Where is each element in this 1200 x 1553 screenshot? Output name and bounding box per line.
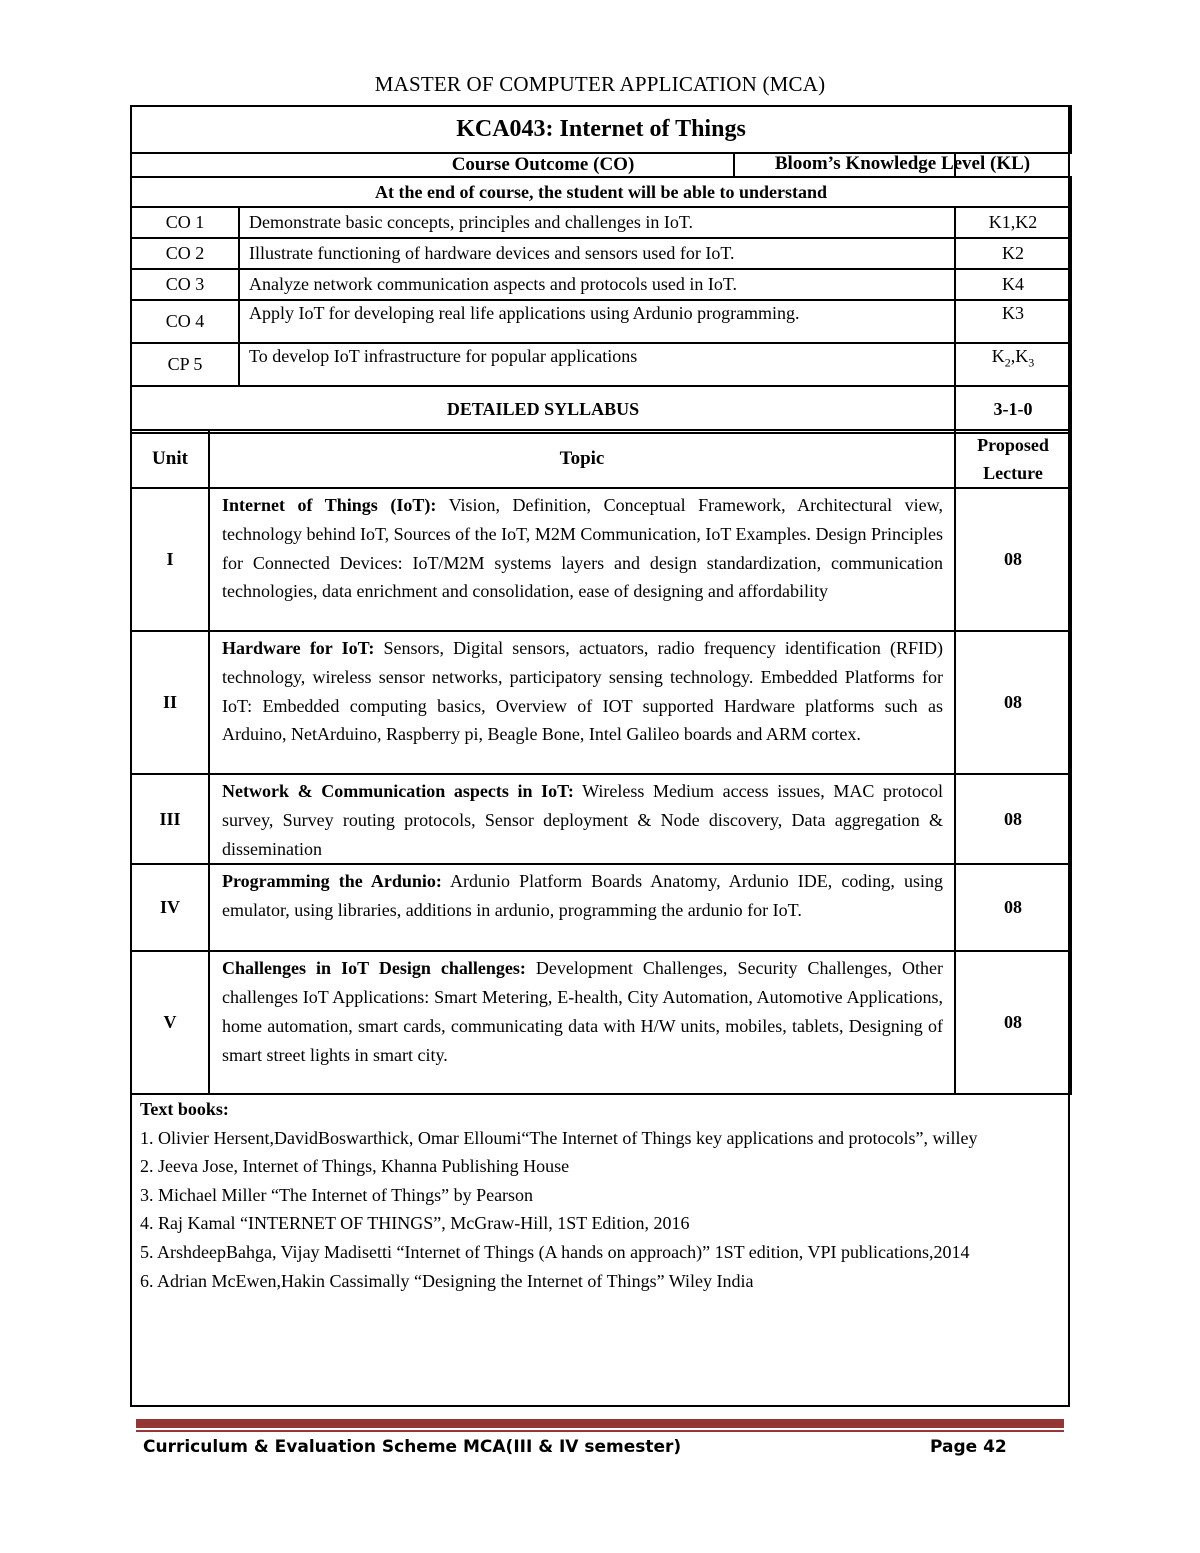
- page-number: Page 42: [930, 1437, 1007, 1457]
- co-knowledge-level: K2: [955, 238, 1071, 269]
- outcome-row: [131, 238, 1071, 269]
- co-description: Illustrate functioning of hardware devices and sensors used for IoT.: [239, 238, 955, 269]
- co-description: Analyze network communication aspects and protocols used in IoT.: [239, 269, 955, 300]
- co-description: Demonstrate basic concepts, principles and challenges in IoT.: [239, 207, 955, 238]
- kl-column-header: Bloom’s Knowledge Level (KL): [733, 152, 1070, 176]
- co-knowledge-level: K3: [955, 300, 1071, 343]
- unit-lectures: 08: [955, 951, 1071, 1094]
- co-column-header: Course Outcome (CO): [131, 153, 955, 177]
- topic-column-header: Topic: [209, 430, 955, 488]
- co-knowledge-level: [955, 343, 1071, 386]
- syllabus-ltp: 3-1-0: [955, 386, 1071, 433]
- unit-topic: [209, 864, 955, 951]
- syllabus-title: DETAILED SYLLABUS: [131, 386, 955, 433]
- unit-number: I: [131, 488, 209, 631]
- outcome-row: [131, 269, 1071, 300]
- unit-text: Ardunio Platform Boards Anatomy, Ardunio IDE, coding, using emulator, using libraries, additions in ardunio, programming the ardunio for IoT.: [222, 871, 943, 920]
- syllabus-table: [130, 429, 1072, 1095]
- unit-lectures: 08: [955, 774, 1071, 864]
- syllabus-unit-row: [131, 488, 1071, 631]
- lecture-header-line1: Proposed: [977, 435, 1049, 455]
- outcome-intro: At the end of course, the student will be able to understand: [131, 177, 1071, 207]
- unit-column-header: Unit: [131, 430, 209, 488]
- co-id: CO 4: [131, 300, 239, 343]
- lecture-column-header: [955, 430, 1071, 488]
- unit-lectures: 08: [955, 631, 1071, 774]
- outcome-row: [131, 343, 1071, 386]
- syllabus-unit-row: [131, 864, 1071, 951]
- syllabus-unit-row: [131, 631, 1071, 774]
- unit-lectures: 08: [955, 488, 1071, 631]
- unit-number: III: [131, 774, 209, 864]
- kl-sep: ,K: [1010, 346, 1029, 366]
- unit-text: Wireless Medium access issues, MAC protocol survey, Survey routing protocols, Sensor deployment & Node discovery, Data aggregation & dissemination: [222, 781, 944, 859]
- co-description: Apply IoT for developing real life applications using Ardunio programming.: [239, 300, 955, 343]
- co-id: CO 1: [131, 207, 239, 238]
- unit-text: Development Challenges, Security Challenges, Other challenges IoT Applications: Smart Metering, E-health, City Automation, Automotive Applications, home automation, smart cards, communicating data with H/W units, mobiles, tablets, Designing of smart street lights in smart city.: [222, 958, 943, 1065]
- co-knowledge-level: K1,K2: [955, 207, 1071, 238]
- syllabus-header-row: [131, 386, 1071, 433]
- syllabus-unit-row: [131, 951, 1071, 1094]
- outcome-row: [131, 207, 1071, 238]
- unit-heading: Challenges in IoT Design challenges:: [222, 958, 526, 979]
- unit-heading: Internet of Things (IoT):: [222, 495, 437, 515]
- textbooks-heading: Text books:: [140, 1099, 229, 1119]
- document-header: MASTER OF COMPUTER APPLICATION (MCA): [374, 72, 826, 96]
- outcome-row: [131, 300, 1071, 343]
- co-knowledge-level: K4: [955, 269, 1071, 300]
- unit-lectures: 08: [955, 864, 1071, 951]
- footer-caption: Curriculum & Evaluation Scheme MCA(III & IV semester): [143, 1437, 682, 1457]
- syllabus-column-header-row: [131, 430, 1071, 488]
- textbook-item: 4. Raj Kamal “INTERNET OF THINGS”, McGraw-Hill, 1ST Edition, 2016: [140, 1213, 690, 1234]
- unit-topic: [209, 488, 955, 631]
- kl-k: K: [991, 346, 1005, 366]
- kl-sub: 3: [1028, 355, 1035, 370]
- textbook-item: 5. ArshdeepBahga, Vijay Madisetti “Internet of Things (A hands on approach)” 1ST edition, VPI publications,2014: [140, 1241, 970, 1262]
- textbook-item: 6. Adrian McEwen,Hakin Cassimally “Designing the Internet of Things” Wiley India: [140, 1270, 754, 1291]
- footer-rule: [136, 1419, 1064, 1428]
- unit-number: IV: [131, 864, 209, 951]
- co-id: CO 2: [131, 238, 239, 269]
- textbooks-section: [140, 1095, 1010, 1295]
- unit-heading: Hardware for IoT:: [222, 638, 375, 658]
- textbook-item: 2. Jeeva Jose, Internet of Things, Khanna Publishing House: [140, 1156, 570, 1177]
- footer-rule-thin: [136, 1430, 1064, 1432]
- co-id: CP 5: [131, 343, 239, 386]
- unit-heading: Network & Communication aspects in IoT:: [222, 781, 574, 801]
- unit-heading: Programming the Ardunio:: [222, 871, 442, 892]
- syllabus-unit-row: [131, 774, 1071, 864]
- unit-topic: [209, 631, 955, 774]
- unit-text: Vision, Definition, Conceptual Framework, Architectural view, technology behind IoT, Sources of the IoT, M2M Communication, IoT Examples. Design Principles for Connected Devices: IoT/M2M systems layers and design standardization, communication technologies, data enrichment and consolidation, ease of designing and affordability: [222, 495, 943, 602]
- course-title: KCA043: Internet of Things: [131, 106, 1071, 153]
- unit-number: V: [131, 951, 209, 1094]
- co-id: CO 3: [131, 269, 239, 300]
- co-description: To develop IoT infrastructure for popular applications: [239, 343, 955, 386]
- kl-sub: 2: [1004, 355, 1011, 370]
- unit-topic: [209, 774, 955, 864]
- lecture-header-line2: Lecture: [983, 463, 1043, 483]
- unit-topic: [209, 951, 955, 1094]
- textbook-item: 3. Michael Miller “The Internet of Things” by Pearson: [140, 1184, 534, 1205]
- unit-text: Sensors, Digital sensors, actuators, radio frequency identification (RFID) technology, wireless sensor networks, participatory sensing technology. Embedded Platforms for IoT: Embedded computing basics, Overview of IOT supported Hardware platforms such as Arduino, NetArduino, Raspberry pi, Beagle Bone, Intel Galileo boards and ARM cortex.: [222, 638, 943, 745]
- unit-number: II: [131, 631, 209, 774]
- textbook-item: 1. Olivier Hersent,DavidBoswarthick, Omar Elloumi“The Internet of Things key applications and protocols”, willey: [140, 1127, 978, 1148]
